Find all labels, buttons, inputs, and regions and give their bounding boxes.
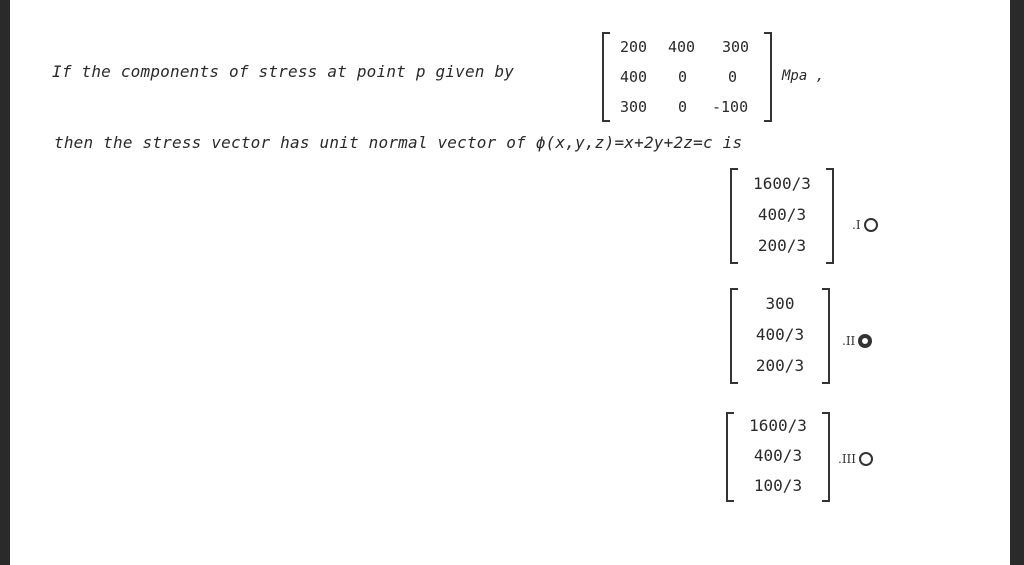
matrix-cell: -100 — [712, 98, 749, 116]
option-3-label: .III — [838, 452, 857, 466]
option-3-choice[interactable] — [838, 452, 873, 466]
vector-cell: 1600/3 — [749, 416, 807, 435]
matrix-cell: 400 — [668, 38, 696, 56]
matrix-cell: 300 — [722, 38, 750, 56]
option-1-radio[interactable] — [864, 218, 878, 232]
option-2-vector — [730, 288, 830, 384]
option-2-choice[interactable] — [842, 334, 872, 348]
question-line-2: then the stress vector has unit normal vector of ϕ(x,y,z)=x+2y+2z=c is — [54, 133, 743, 152]
stress-unit: Mpa , — [782, 68, 825, 84]
stress-matrix — [602, 32, 772, 122]
vector-cell: 200/3 — [757, 236, 807, 255]
right-edge — [1010, 0, 1024, 565]
vector-cell: 300 — [765, 294, 795, 313]
matrix-cell: 300 — [620, 98, 648, 116]
option-1-choice[interactable] — [852, 218, 878, 232]
question-sheet — [10, 0, 1010, 565]
question-line-1: If the components of stress at point p given by — [52, 62, 515, 81]
option-2-label: .II — [842, 334, 856, 348]
matrix-cell: 0 — [678, 98, 688, 116]
option-3-radio[interactable] — [859, 452, 873, 466]
matrix-cell: 200 — [620, 38, 648, 56]
option-3-vector — [726, 412, 830, 502]
option-2-radio[interactable] — [858, 334, 872, 348]
matrix-cell: 0 — [728, 68, 738, 86]
option-1-vector — [730, 168, 834, 264]
vector-cell: 400/3 — [755, 325, 805, 344]
vector-cell: 400/3 — [757, 205, 807, 224]
matrix-cell: 400 — [620, 68, 648, 86]
option-1-label: .I — [852, 218, 861, 232]
vector-cell: 400/3 — [753, 446, 803, 465]
vector-cell: 200/3 — [755, 356, 805, 375]
left-edge — [0, 0, 10, 565]
matrix-cell: 0 — [678, 68, 688, 86]
vector-cell: 100/3 — [753, 476, 803, 495]
vector-cell: 1600/3 — [753, 174, 811, 193]
